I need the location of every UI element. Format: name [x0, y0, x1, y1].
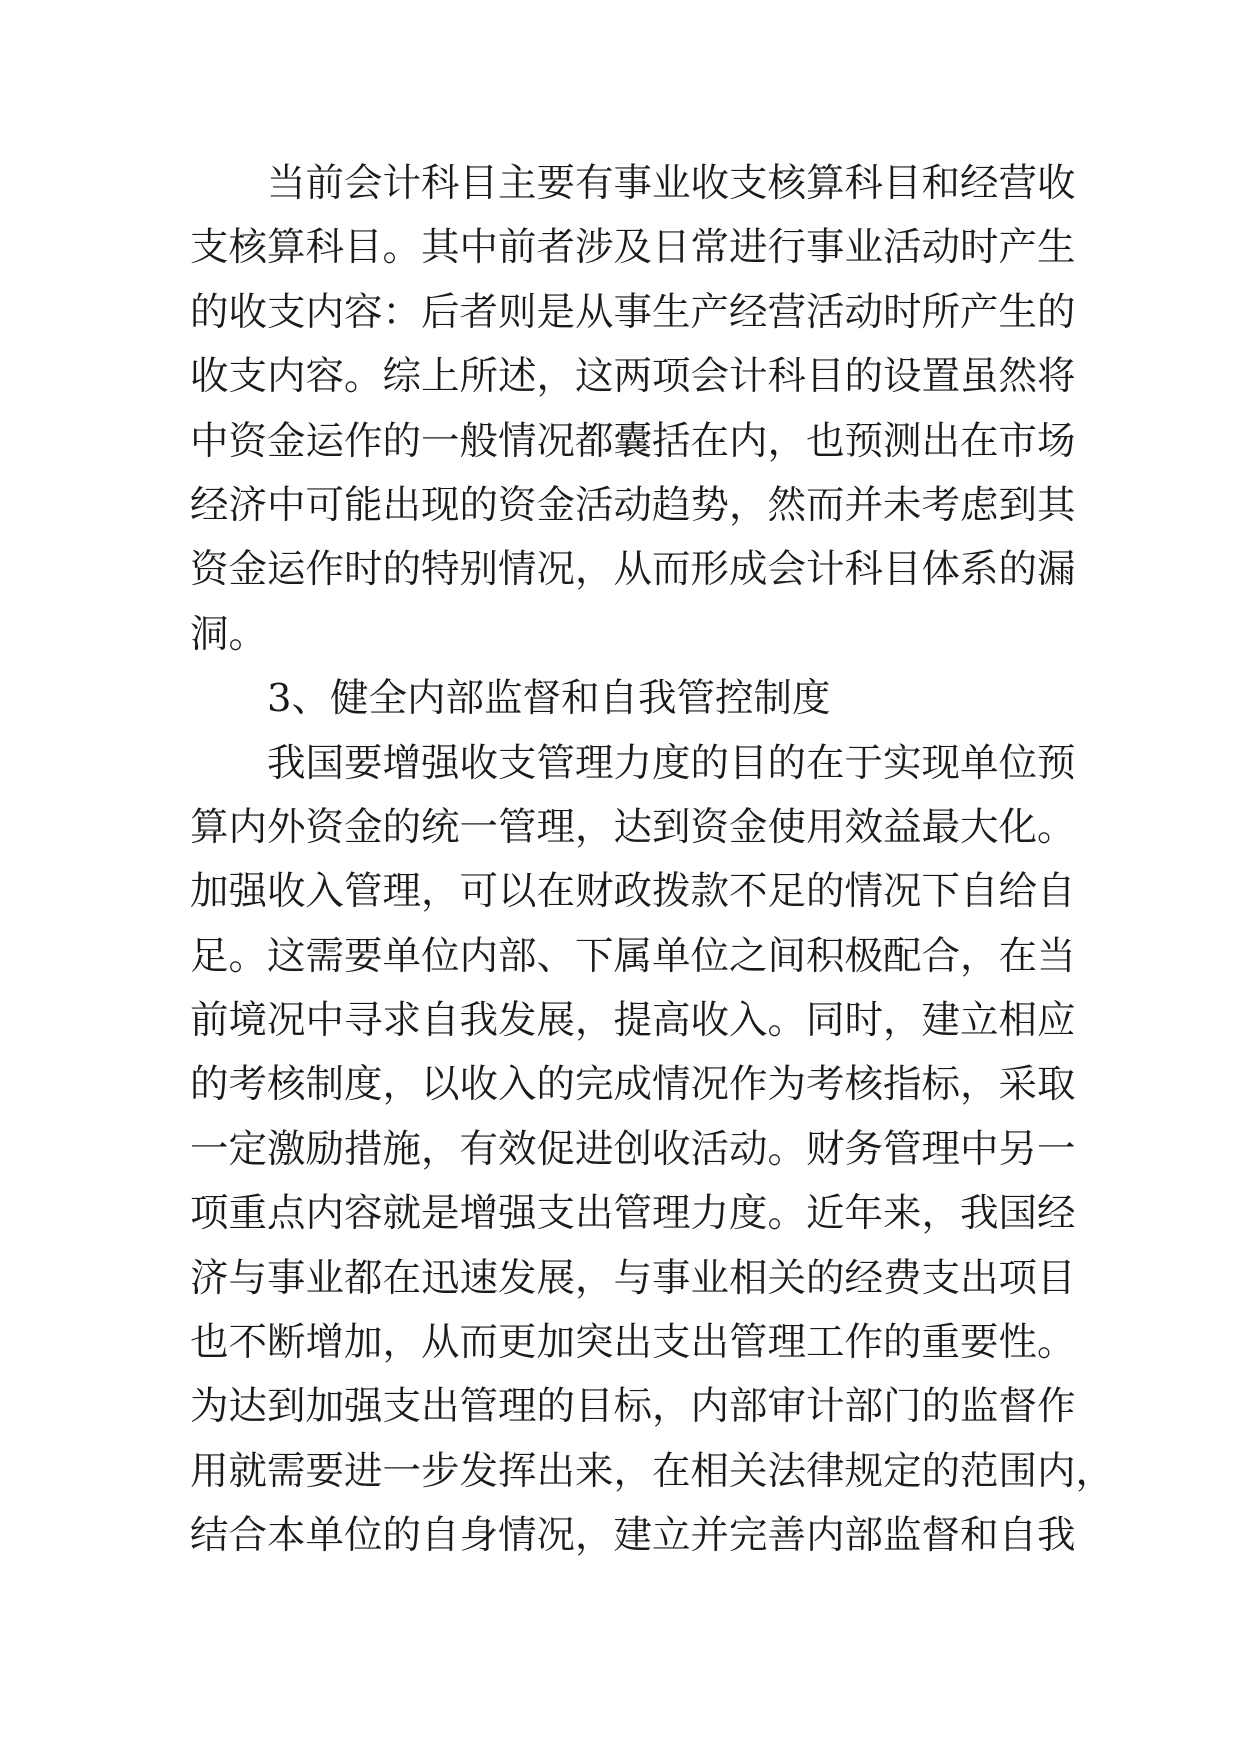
paragraph-3-line-3: 加强收入管理，可以在财政拨款不足的情况下自给自: [190, 869, 1076, 915]
paragraph-3-line-12: 用就需要进一步发挥出来，在相关法律规定的范围内，: [190, 1448, 1115, 1494]
paragraph-1-line-7: 资金运作时的特别情况，从而形成会计科目体系的漏: [190, 547, 1076, 593]
paragraph-3-line-7: 一定激励措施，有效促进创收活动。财务管理中另一: [190, 1126, 1076, 1172]
paragraph-3-line-5: 前境况中寻求自我发展，提高收入。同时，建立相应: [190, 998, 1076, 1044]
paragraph-3-line-13: 结合本单位的自身情况，建立并完善内部监督和自我: [190, 1513, 1076, 1559]
paragraph-1-line-1: 当前会计科目主要有事业收支核算科目和经营收: [267, 161, 1076, 206]
paragraph-3-line-11: 为达到加强支出管理的目标，内部审计部门的监督作: [190, 1384, 1076, 1430]
paragraph-3-line-1: 我国要增强收支管理力度的目的在于实现单位预: [267, 740, 1076, 786]
paragraph-3-line-9: 济与事业都在迅速发展，与事业相关的经费支出项目: [190, 1255, 1076, 1301]
paragraph-3-line-2: 算内外资金的统一管理，达到资金使用效益最大化。: [190, 804, 1076, 850]
paragraph-1-line-5: 中资金运作的一般情况都囊括在内，也预测出在市场: [190, 418, 1076, 464]
paragraph-3-line-4: 足。这需要单位内部、下属单位之间积极配合，在当: [190, 933, 1076, 979]
paragraph-3-line-8: 项重点内容就是增强支出管理力度。近年来，我国经: [190, 1191, 1076, 1237]
section-heading: 3、健全内部监督和自我管控制度: [267, 676, 831, 722]
body-text: [190, 152, 1115, 1569]
paragraph-1-line-4: 收支内容。综上所述，这两项会计科目的设置虽然将: [190, 354, 1076, 400]
paragraph-1-line-6: 经济中可能出现的资金活动趋势，然而并未考虑到其: [190, 482, 1076, 528]
paragraph-1-line-3: 的收支内容：后者则是从事生产经营活动时所产生的: [190, 289, 1076, 335]
paragraph-1-line-8: 洞。: [190, 611, 268, 657]
paragraph-1-line-2: 支核算科目。其中前者涉及日常进行事业活动时产生: [190, 225, 1076, 271]
paragraph-3-line-6: 的考核制度，以收入的完成情况作为考核指标，采取: [190, 1062, 1076, 1108]
paragraph-3-line-10: 也不断增加，从而更加突出支出管理工作的重要性。: [190, 1320, 1076, 1366]
